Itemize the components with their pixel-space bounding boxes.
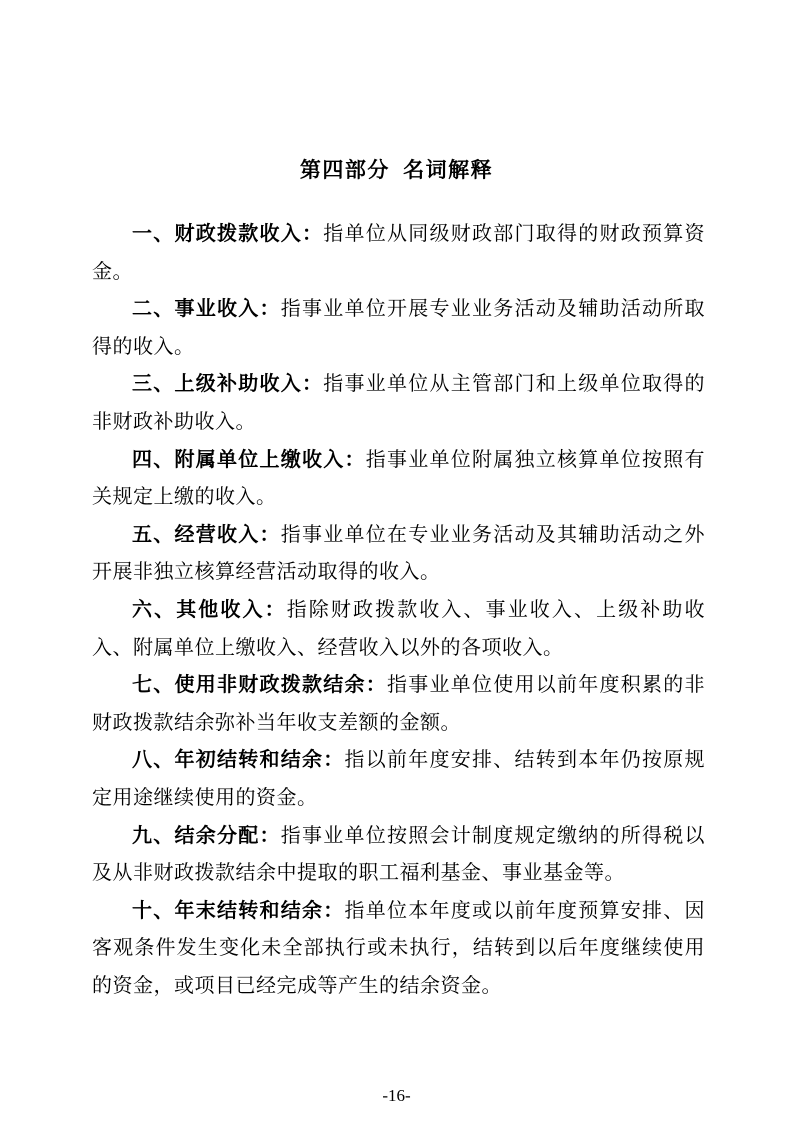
- definition-text: 指事业单位从主管部门和上级单位取得的非财政补助收入。: [92, 373, 705, 433]
- term-label: 七、使用非财政拨款结余：: [132, 674, 387, 697]
- definition-paragraph: [92, 592, 705, 667]
- definition-paragraph: [92, 216, 705, 291]
- definition-paragraph: [92, 291, 705, 366]
- definition-paragraph: [92, 366, 705, 441]
- definition-text: 指除财政拨款收入、事业收入、上级补助收入、附属单位上缴收入、经营收入以外的各项收入。: [92, 598, 706, 659]
- definition-text: 指事业单位在专业业务活动及其辅助活动之外开展非独立核算经营活动取得的收入。: [92, 523, 705, 584]
- page-title: 第四部分 名词解释: [299, 159, 494, 183]
- term-label: 一、财政拨款收入：: [132, 223, 324, 245]
- page-number: -16-: [382, 1086, 411, 1105]
- definition-text: 指单位从同级财政部门取得的财政预算资金。: [92, 223, 705, 283]
- definition-paragraph: [92, 667, 705, 742]
- term-label: 十、年末结转和结余：: [132, 899, 345, 922]
- definition-paragraph: [92, 818, 705, 893]
- definition-paragraph: [92, 442, 705, 517]
- term-label: 八、年初结转和结余：: [132, 749, 345, 772]
- definition-text: 指事业单位开展专业业务活动及辅助活动所取得的收入。: [92, 298, 705, 358]
- definition-paragraph: [92, 893, 705, 1006]
- term-label: 九、结余分配：: [132, 824, 281, 847]
- definitions-list: [92, 216, 705, 1005]
- term-label: 六、其他收入：: [132, 598, 287, 621]
- term-label: 二、事业收入：: [132, 298, 281, 321]
- definition-text: 指事业单位使用以前年度积累的非财政拨款结余弥补当年收支差额的金额。: [92, 674, 705, 734]
- term-label: 五、经营收入：: [132, 523, 281, 546]
- definition-paragraph: [92, 742, 705, 817]
- definition-text: 指事业单位附属独立核算单位按照有关规定上缴的收入。: [92, 448, 705, 509]
- definition-text: 指事业单位按照会计制度规定缴纳的所得税以及从非财政拨款结余中提取的职工福利基金、事业基金等。: [92, 824, 705, 885]
- term-label: 三、上级补助收入：: [132, 373, 324, 396]
- definition-text: 指单位本年度或以前年度预算安排、因客观条件发生变化未全部执行或未执行，结转到以后年度继续使用的资金，或项目已经完成等产生的结余资金。: [92, 899, 705, 997]
- term-label: 四、附属单位上缴收入：: [132, 448, 366, 471]
- definition-text: 指以前年度安排、结转到本年仍按原规定用途继续使用的资金。: [92, 749, 705, 809]
- definition-paragraph: [92, 517, 705, 592]
